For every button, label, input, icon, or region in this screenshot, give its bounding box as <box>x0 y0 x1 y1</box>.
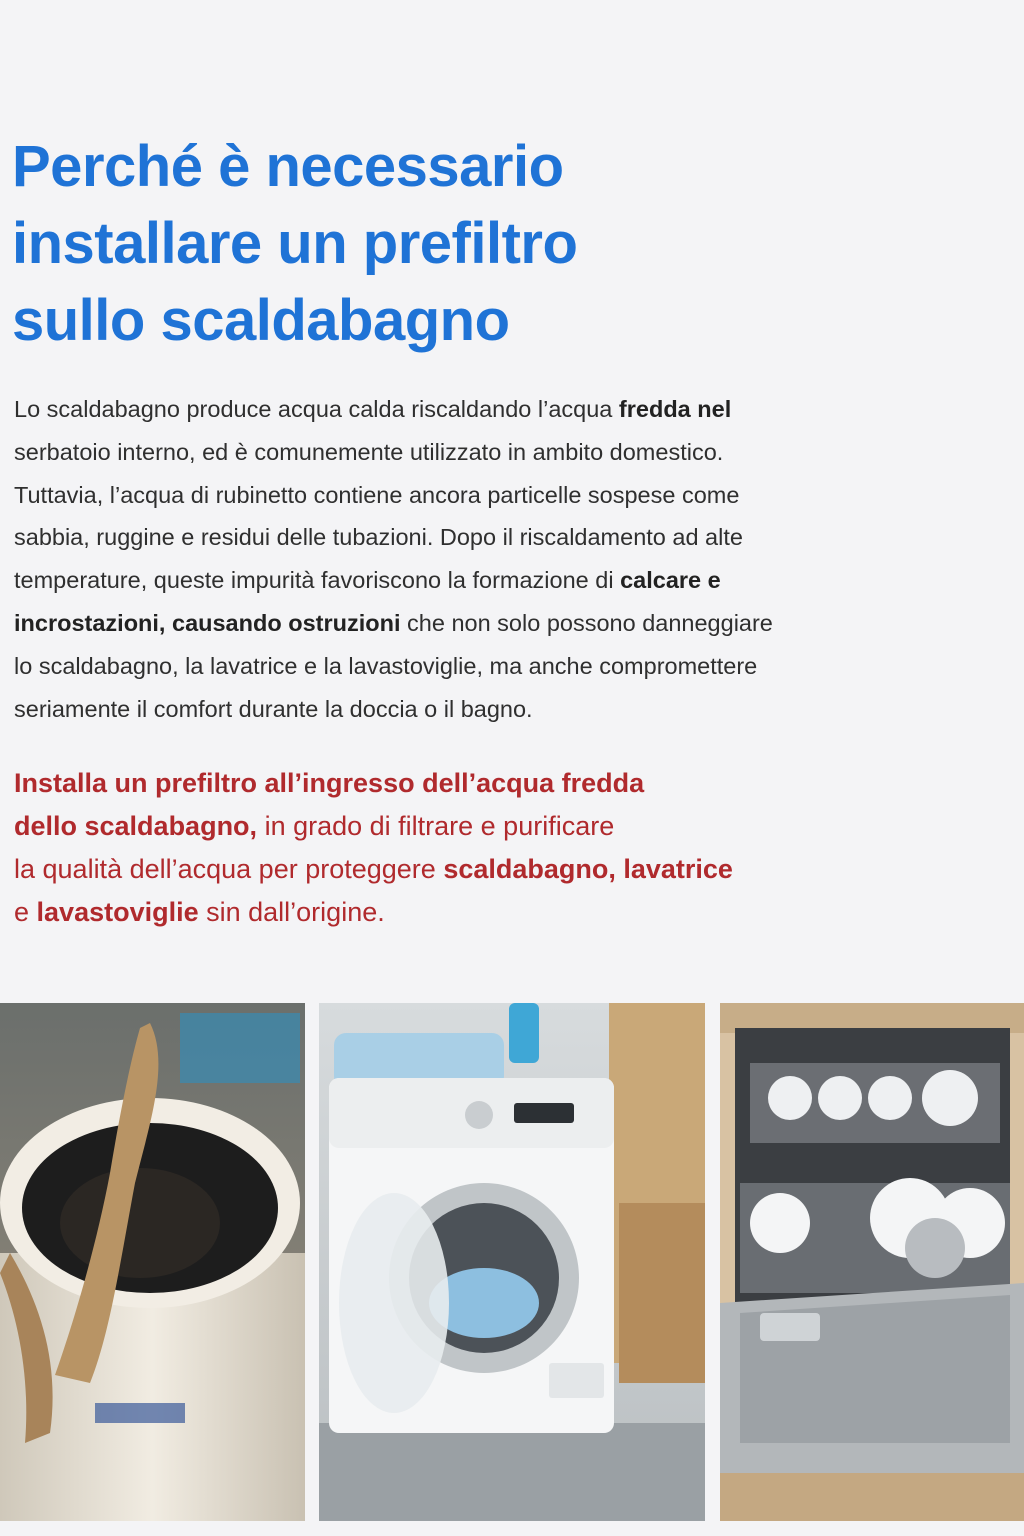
body-line-2: serbatoio interno, ed è comunemente utilizzato in ambito domestico. <box>14 438 724 465</box>
body-bold-1: fredda nel <box>618 396 732 422</box>
cta-bold-4: lavastoviglie <box>36 897 199 927</box>
washing-machine-illustration <box>319 1003 705 1521</box>
cta-line-1 <box>14 762 974 805</box>
body-line-1 <box>14 388 974 431</box>
body-line-5 <box>14 559 974 602</box>
cta-bold-3: scaldabagno, lavatrice <box>443 854 733 884</box>
body-line-6 <box>14 602 974 645</box>
title-line-2: installare un prefiltro <box>12 211 578 276</box>
body-line-4: sabbia, ruggine e residui delle tubazioni. Dopo il riscaldamento ad alte <box>14 524 743 551</box>
dishwasher-photo <box>720 1003 1024 1521</box>
body-line-3: Tuttavia, l’acqua di rubinetto contiene ancora particelle sospese come <box>14 481 740 508</box>
cta-paragraph <box>14 762 974 934</box>
title-line-1: Perché è necessario <box>12 134 564 199</box>
cta-line-2 <box>14 805 974 848</box>
cta-text-4a: e <box>14 897 37 927</box>
intro-paragraph <box>14 388 974 730</box>
title-line-3: sullo scaldabagno <box>12 288 510 353</box>
body-text-5a: temperature, queste impurità favoriscono la formazione di <box>14 567 621 594</box>
cta-line-4 <box>14 891 974 934</box>
body-line-7: lo scaldabagno, la lavatrice e la lavastoviglie, ma anche compromettere <box>14 652 758 679</box>
dishwasher-illustration <box>720 1003 1024 1521</box>
cta-bold-1: Installa un prefiltro all’ingresso dell’acqua fredda <box>14 768 645 798</box>
water-heater-illustration <box>0 1003 305 1521</box>
body-bold-5: calcare e <box>620 567 721 594</box>
cta-text-2b: in grado di filtrare e purificare <box>257 811 615 841</box>
cta-text-3a: la qualità dell’acqua per proteggere <box>14 854 444 884</box>
water-heater-photo <box>0 1003 305 1521</box>
body-bold-6: incrostazioni, causando ostruzioni <box>14 609 401 636</box>
body-text-1a: Lo scaldabagno produce acqua calda riscaldando l’acqua <box>14 396 619 422</box>
body-line-8: seriamente il comfort durante la doccia o il bagno. <box>14 695 533 722</box>
washing-machine-photo <box>319 1003 705 1521</box>
body-text-6b: che non solo possono danneggiare <box>400 609 773 636</box>
page-title <box>12 128 912 359</box>
cta-bold-2: dello scaldabagno, <box>14 811 258 841</box>
cta-line-3 <box>14 848 974 891</box>
cta-text-4c: sin dall’origine. <box>198 897 385 927</box>
